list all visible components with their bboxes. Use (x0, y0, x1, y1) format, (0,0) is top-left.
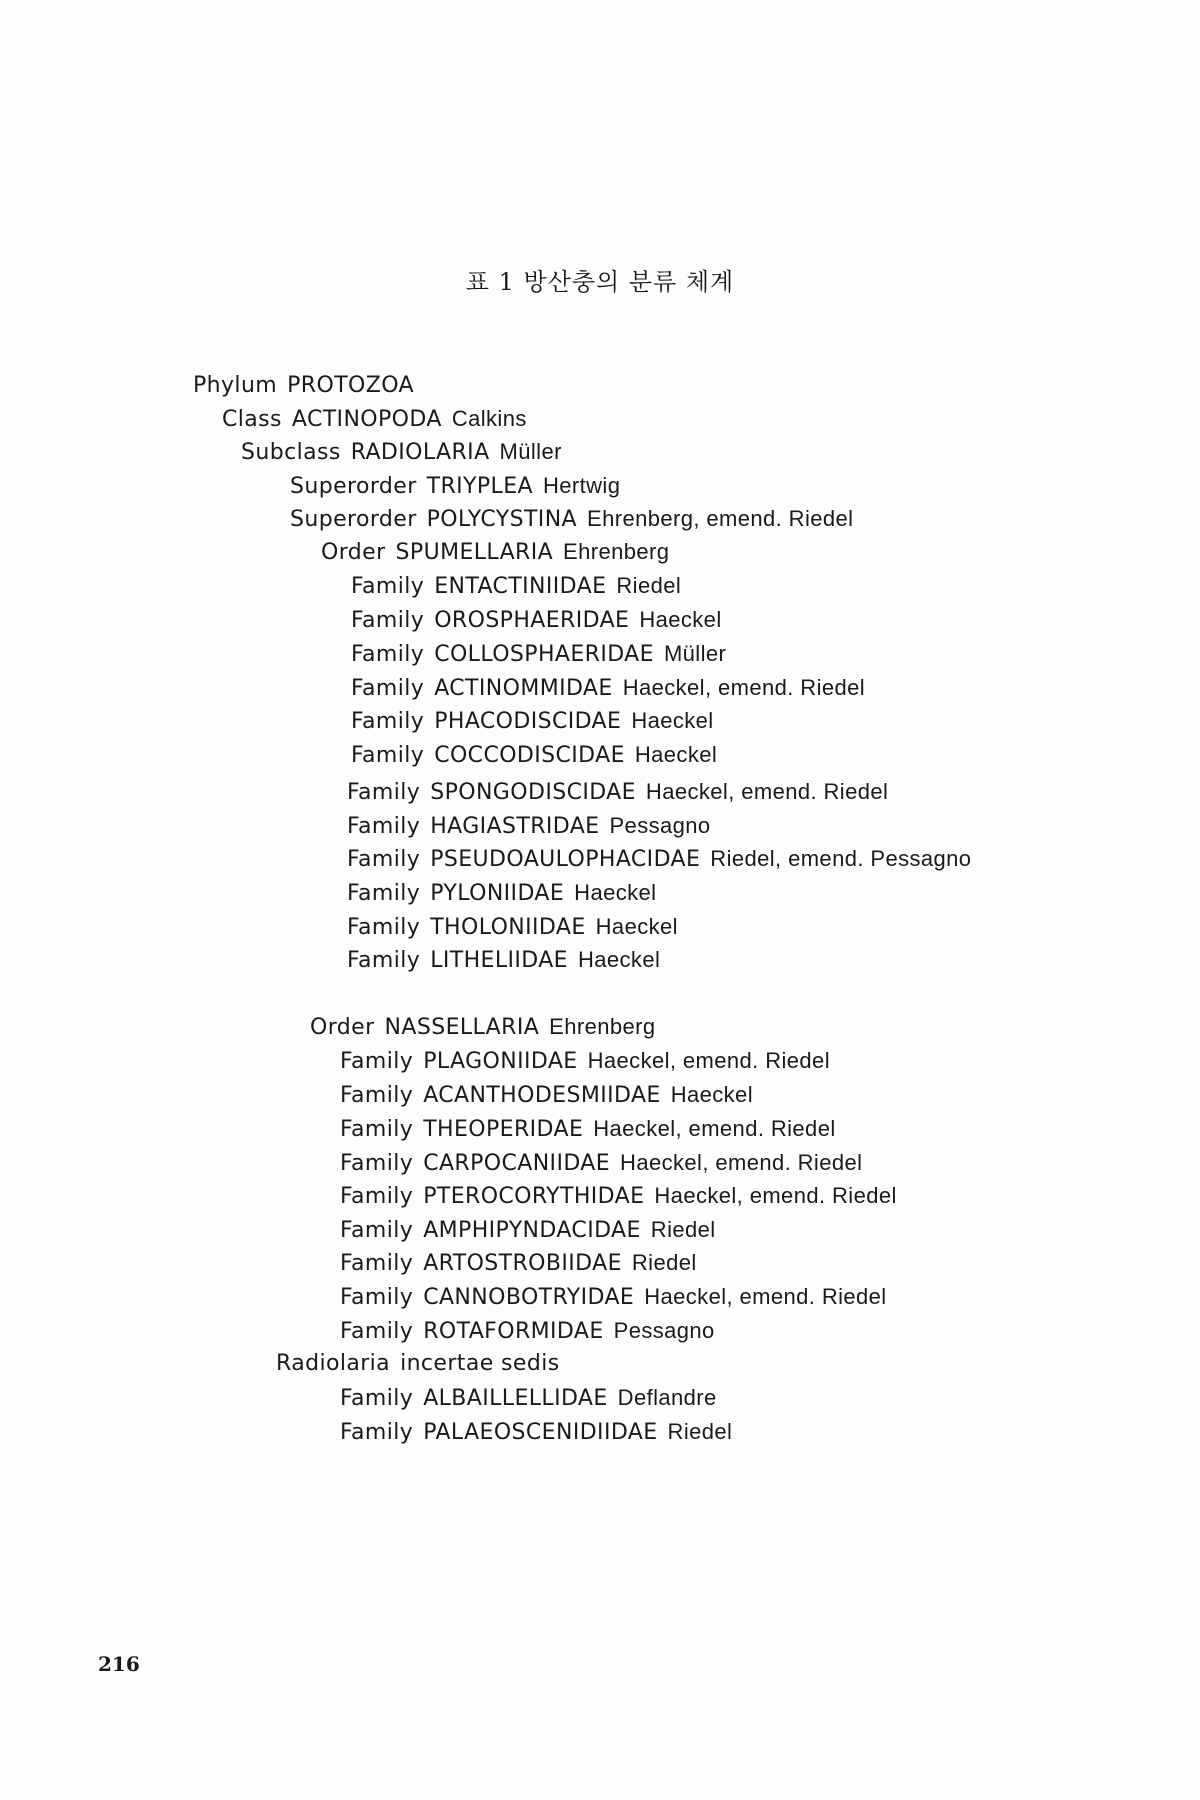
taxon-author: Riedel (650, 1217, 716, 1242)
taxon-row (351, 674, 865, 703)
taxon-name: ACANTHODESMIIDAE (423, 1083, 661, 1108)
taxon-author: Riedel (631, 1250, 697, 1275)
taxon-row (340, 1418, 732, 1447)
taxon-rank: Family (340, 1251, 414, 1276)
taxon-author: Ehrenberg (549, 1014, 656, 1039)
taxon-row (340, 1384, 717, 1413)
taxon-name: PYLONIIDAE (430, 881, 565, 906)
taxon-row (310, 1013, 656, 1042)
taxon-row (340, 1283, 887, 1312)
taxon-row (347, 946, 660, 975)
taxon-name: CARPOCANIIDAE (423, 1151, 611, 1176)
taxon-name: TRIYPLEA (426, 474, 533, 499)
taxon-author: Riedel (616, 573, 682, 598)
taxon-rank: Family (340, 1319, 414, 1344)
taxon-name: ARTOSTROBIIDAE (423, 1251, 622, 1276)
taxon-rank: Family (340, 1049, 414, 1074)
taxon-name: PLAGONIIDAE (423, 1049, 578, 1074)
taxon-row (276, 1350, 570, 1378)
taxon-author: Ehrenberg (563, 539, 670, 564)
taxon-author: Haeckel (574, 880, 657, 905)
taxon-rank: Radiolaria (276, 1351, 391, 1376)
taxon-rank: Superorder (290, 507, 417, 532)
taxon-row (290, 505, 853, 534)
taxon-name: RADIOLARIA (350, 440, 490, 465)
taxon-rank: Phylum (193, 373, 278, 398)
taxon-rank: Class (222, 407, 282, 432)
taxon-name: ACTINOPODA (291, 407, 442, 432)
taxon-rank: Family (340, 1285, 414, 1310)
taxon-name: NASSELLARIA (384, 1015, 540, 1040)
taxon-author: Haeckel, emend. Riedel (593, 1116, 836, 1141)
taxon-row (222, 405, 527, 434)
taxon-row (347, 879, 656, 908)
taxon-rank: Subclass (241, 440, 341, 465)
taxon-row (340, 1249, 697, 1278)
taxon-author: Haeckel (634, 742, 718, 767)
taxon-rank: Family (347, 948, 421, 973)
taxon-author: Haeckel (595, 914, 678, 939)
taxon-author: Ehrenberg, emend. Riedel (587, 506, 854, 531)
taxon-row (340, 1216, 716, 1245)
taxon-name: THOLONIIDAE (430, 915, 586, 940)
taxon-rank: Family (340, 1083, 414, 1108)
taxon-author: Haeckel, emend. Riedel (620, 1150, 863, 1175)
taxon-rank: Order (310, 1015, 375, 1040)
taxon-rank: Family (347, 847, 421, 872)
taxon-name: ALBAILLELLIDAE (423, 1386, 608, 1411)
taxon-row (340, 1115, 836, 1144)
page-number: 216 (98, 1652, 140, 1676)
taxon-rank: Family (340, 1386, 414, 1411)
taxon-rank: Family (340, 1420, 414, 1445)
taxon-author: Müller (663, 641, 727, 666)
taxon-author: Pessagno (613, 1318, 715, 1343)
taxon-rank: Family (347, 814, 421, 839)
taxon-name: POLYCYSTINA (426, 507, 578, 532)
taxon-rank: Family (351, 676, 425, 701)
taxon-rank: Order (321, 540, 386, 565)
taxon-name: PTEROCORYTHIDAE (423, 1184, 645, 1209)
taxon-name: ACTINOMMIDAE (434, 676, 613, 701)
taxon-row (351, 640, 726, 669)
taxon-name: CANNOBOTRYIDAE (423, 1285, 635, 1310)
taxon-row (351, 572, 681, 601)
taxon-row (290, 472, 620, 501)
taxon-rank: Family (351, 642, 425, 667)
taxon-name: THEOPERIDAE (423, 1117, 584, 1142)
taxon-author: Haeckel, emend. Riedel (654, 1183, 897, 1208)
taxon-name: PSEUDOAULOPHACIDAE (430, 847, 701, 872)
taxon-row (340, 1149, 862, 1178)
taxon-rank: Family (351, 743, 425, 768)
taxon-rank: Superorder (290, 474, 417, 499)
taxon-name: ENTACTINIIDAE (434, 574, 607, 599)
taxon-row (351, 741, 717, 770)
taxon-name: SPONGODISCIDAE (430, 780, 636, 805)
taxon-row (351, 707, 714, 736)
taxon-name: OROSPHAERIDAE (434, 608, 630, 633)
taxon-rank: Family (351, 608, 425, 633)
taxon-row (347, 845, 971, 874)
taxon-author: Müller (499, 439, 562, 464)
taxon-name: LITHELIIDAE (430, 948, 568, 973)
taxon-name: incertae sedis (400, 1351, 560, 1376)
taxon-author: Haeckel (639, 607, 722, 632)
taxon-author: Riedel (667, 1419, 733, 1444)
taxon-row (347, 812, 711, 841)
taxon-name: SPUMELLARIA (395, 540, 554, 565)
taxon-rank: Family (351, 709, 425, 734)
taxon-rank: Family (351, 574, 425, 599)
taxon-author: Haeckel (670, 1082, 753, 1107)
taxon-author: Haeckel, emend. Riedel (587, 1048, 830, 1073)
taxon-author: Haeckel, emend. Riedel (622, 675, 866, 700)
taxon-rank: Family (347, 915, 421, 940)
taxon-name: PALAEOSCENIDIIDAE (423, 1420, 658, 1445)
taxon-author: Deflandre (617, 1385, 717, 1410)
taxon-row (193, 372, 424, 400)
taxon-rank: Family (347, 881, 421, 906)
taxon-author: Haeckel, emend. Riedel (644, 1284, 887, 1309)
table-caption: 표 1 방산충의 분류 체계 (465, 268, 735, 296)
taxon-rank: Family (347, 780, 421, 805)
taxon-row (340, 1182, 897, 1211)
taxon-row (340, 1081, 753, 1110)
taxon-row (347, 778, 888, 807)
taxon-name: PROTOZOA (287, 373, 414, 398)
taxon-author: Haeckel (577, 947, 661, 972)
taxon-name: COLLOSPHAERIDAE (434, 642, 654, 667)
taxon-row (321, 538, 669, 567)
taxon-name: HAGIASTRIDAE (430, 814, 600, 839)
taxon-author: Riedel, emend. Pessagno (710, 846, 972, 871)
taxon-rank: Family (340, 1151, 414, 1176)
taxon-name: PHACODISCIDAE (434, 709, 622, 734)
taxon-author: Haeckel, emend. Riedel (645, 779, 889, 804)
taxon-row (351, 606, 722, 635)
taxon-author: Haeckel (631, 708, 714, 733)
taxon-rank: Family (340, 1117, 414, 1142)
taxon-name: ROTAFORMIDAE (423, 1319, 604, 1344)
taxon-rank: Family (340, 1218, 414, 1243)
taxon-name: COCCODISCIDAE (434, 743, 625, 768)
taxon-author: Hertwig (542, 473, 621, 498)
taxon-row (340, 1317, 715, 1346)
taxon-row (241, 438, 562, 467)
taxon-author: Pessagno (609, 813, 711, 838)
taxon-name: AMPHIPYNDACIDAE (423, 1218, 641, 1243)
taxon-row (347, 913, 678, 942)
taxon-author: Calkins (451, 406, 527, 431)
taxon-row (340, 1047, 830, 1076)
taxon-rank: Family (340, 1184, 414, 1209)
